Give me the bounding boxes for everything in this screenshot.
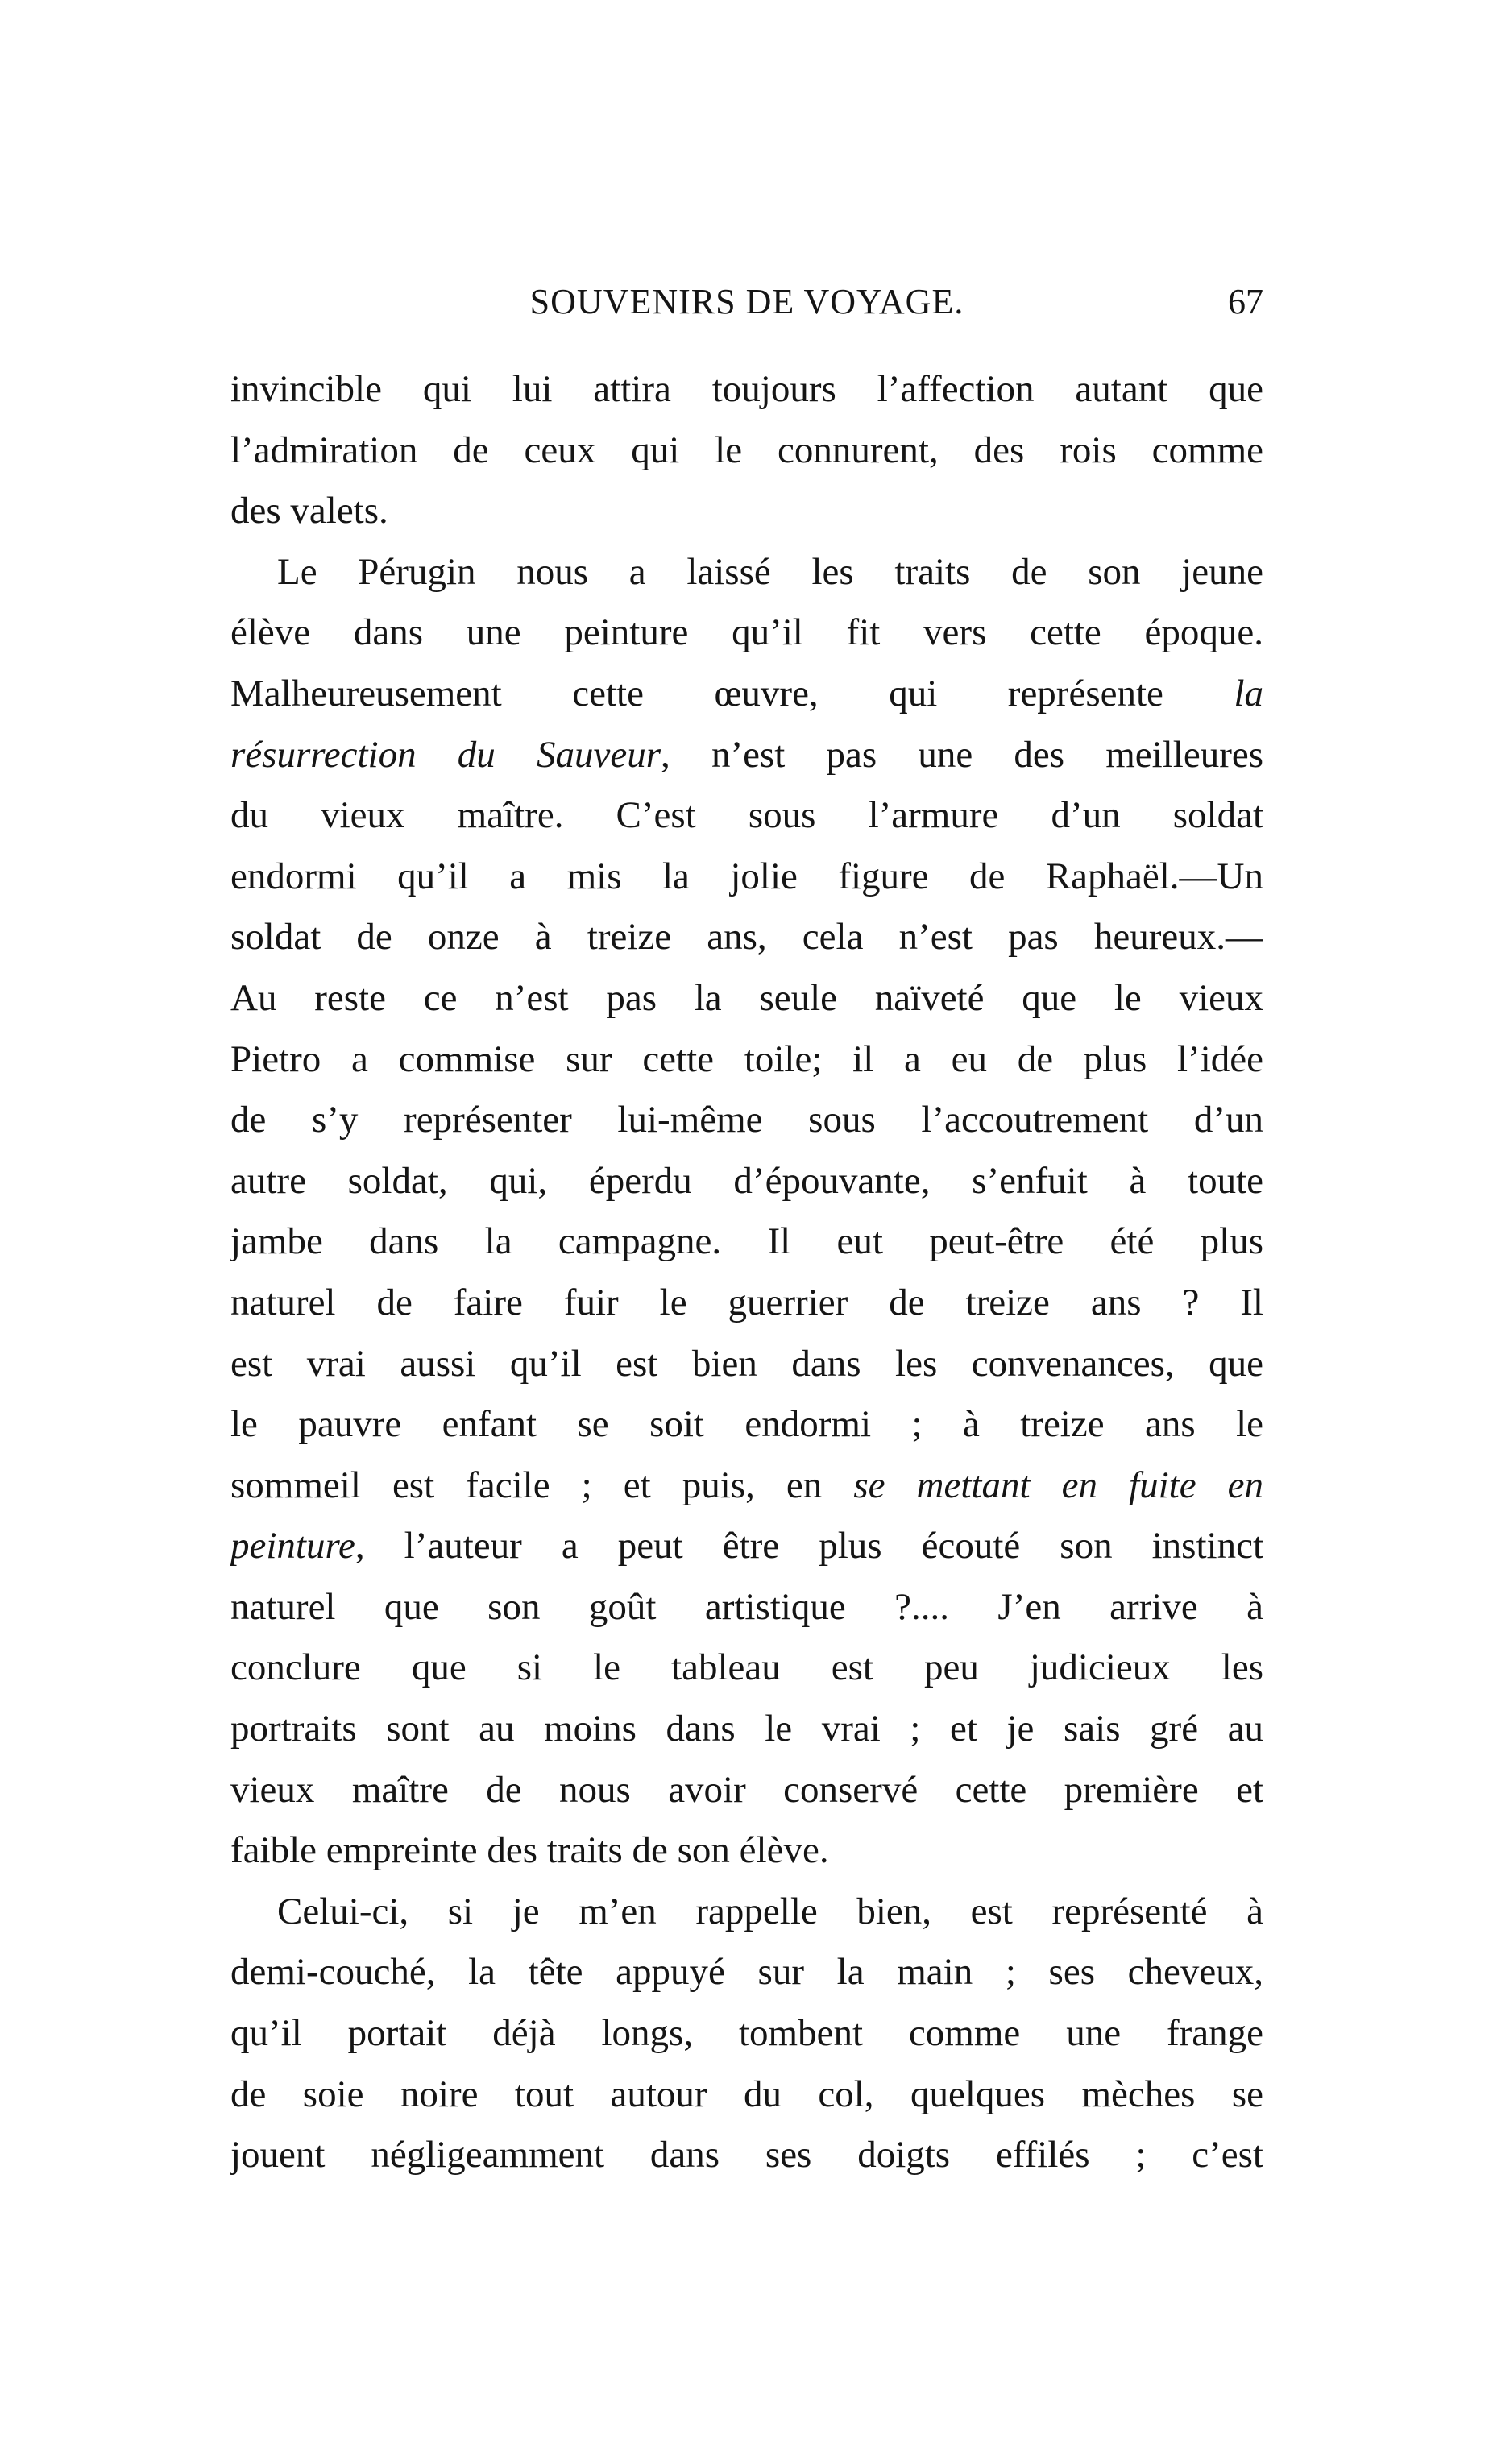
text-line: soldat de onze à treize ans, cela n’est pas heureux.— xyxy=(230,916,1263,959)
text-line: conclure que si le tableau est peu judicieux les xyxy=(230,1646,1263,1689)
text-line: naturel de faire fuir le guerrier de treize ans ? Il xyxy=(230,1281,1263,1323)
text-line: demi-couché, la tête appuyé sur la main ; ses cheveux, xyxy=(230,1951,1263,1994)
text-line: sommeil est facile ; et puis, en se mettant en fuite en xyxy=(230,1464,1263,1506)
running-head xyxy=(230,274,1263,330)
running-title: SOUVENIRS DE VOYAGE. xyxy=(529,282,964,321)
text-line: de s’y représenter lui-même sous l’accoutrement d’un xyxy=(230,1099,1263,1141)
text-line: endormi qu’il a mis la jolie figure de Raphaël.—Un xyxy=(230,855,1263,897)
text-line: Au reste ce n’est pas la seule naïveté que le vieux xyxy=(230,976,1263,1019)
text-line: Le Pérugin nous a laissé les traits de son jeune xyxy=(277,550,1263,593)
text-line: qu’il portait déjà longs, tombent comme une frange xyxy=(230,2012,1263,2055)
text-line: de soie noire tout autour du col, quelques mèches se xyxy=(230,2073,1263,2115)
text-line: invincible qui lui attira toujours l’affection autant que xyxy=(230,368,1263,410)
text-line: du vieux maître. C’est sous l’armure d’un soldat xyxy=(230,794,1263,837)
text-line: naturel que son goût artistique ?.... J’en arrive à xyxy=(230,1585,1263,1628)
text-line: faible empreinte des traits de son élève. xyxy=(230,1829,829,1872)
text-line: jouent négligeamment dans ses doigts effilés ; c’est xyxy=(230,2134,1263,2176)
text-line: Celui-ci, si je m’en rappelle bien, est représenté à xyxy=(277,1890,1263,1932)
text-line: vieux maître de nous avoir conservé cette première et xyxy=(230,1768,1263,1811)
text-line: des valets. xyxy=(230,490,388,532)
text-line: portraits sont au moins dans le vrai ; et je sais gré au xyxy=(230,1708,1263,1750)
text-line: peinture, l’auteur a peut être plus écouté son instinct xyxy=(230,1525,1263,1567)
page-number: 67 xyxy=(1228,282,1263,321)
text-line: résurrection du Sauveur, n’est pas une des meilleures xyxy=(230,733,1263,776)
text-line: élève dans une peinture qu’il fit vers cette époque. xyxy=(230,611,1263,654)
body-text xyxy=(230,359,1263,2186)
text-line: le pauvre enfant se soit endormi ; à treize ans le xyxy=(230,1403,1263,1446)
text-line: l’admiration de ceux qui le connurent, des rois comme xyxy=(230,429,1263,471)
text-line: Pietro a commise sur cette toile; il a eu de plus l’idée xyxy=(230,1037,1263,1080)
text-line: Malheureusement cette œuvre, qui représente la xyxy=(230,672,1263,714)
text-line: jambe dans la campagne. Il eut peut-être été plus xyxy=(230,1220,1263,1263)
text-line: est vrai aussi qu’il est bien dans les convenances, que xyxy=(230,1342,1263,1385)
text-line: autre soldat, qui, éperdu d’épouvante, s’enfuit à toute xyxy=(230,1159,1263,1202)
